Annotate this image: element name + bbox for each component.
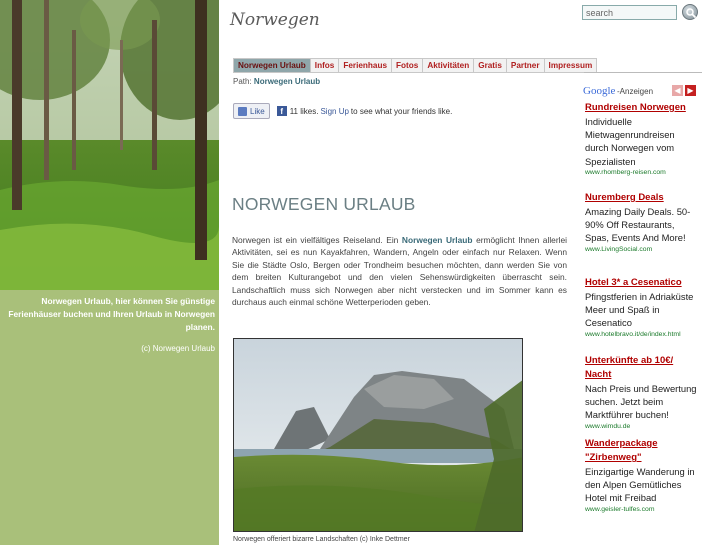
- nav-item-gratis[interactable]: Gratis: [473, 58, 506, 73]
- nav-item-norwegen-urlaub[interactable]: Norwegen Urlaub: [233, 58, 310, 73]
- search-button[interactable]: [682, 4, 698, 20]
- search-input[interactable]: [582, 5, 677, 20]
- ad-text: Pfingstferien in Adriaküste Meer und Spaß in Cesenatico: [585, 291, 694, 329]
- site-title[interactable]: Norwegen: [230, 10, 320, 30]
- ads-header: [583, 85, 699, 99]
- google-logo: [583, 85, 615, 97]
- article-text-2: ermöglicht Ihnen allerlei Aktivitäten, sei es nun Kayakfahren, Wandern, Angeln oder einfach nur Relaxen. Wenn Sie die Städte Oslo, Bergen oder Trondheim besuchen möchten, dann werden Sie von dem breiten Kulturangebot und den vielen Sehenswürdigkeiten überrascht sein. Landschaftlich muss sich Norwegen aber nicht verstecken und im Sommer kann es durchaus auch einmal schöne Wetterperioden geben.: [232, 235, 568, 308]
- article-body: [232, 234, 567, 308]
- photo-caption: Norwegen offeriert bizarre Landschaften (c) Inke Dettmer: [233, 536, 410, 543]
- ad-text: Individuelle Mietwagenrundreisen durch Norwegen vom Spezialisten: [585, 116, 675, 167]
- nav-item-fotos[interactable]: Fotos: [391, 58, 422, 73]
- signup-suffix: to see what your friends like.: [350, 106, 453, 116]
- article-keyword-link[interactable]: Norwegen Urlaub: [401, 235, 473, 245]
- nav-item-ferienhaus[interactable]: Ferienhaus: [338, 58, 391, 73]
- ad-text: Einzigartige Wanderung in den Alpen Gemütliches Hotel mit Freibad: [585, 466, 695, 504]
- ad-item: [585, 101, 700, 178]
- ad-title[interactable]: Hotel 3* a Cesenatico: [585, 277, 682, 288]
- sidebar-credit: (c) Norwegen Urlaub: [141, 344, 215, 353]
- ad-url[interactable]: www.geisler-tulfes.com: [585, 505, 655, 513]
- ad-item: [585, 354, 700, 432]
- ad-item: [585, 437, 700, 515]
- ad-url[interactable]: www.rhomberg-reisen.com: [585, 168, 666, 176]
- like-button[interactable]: [233, 103, 270, 119]
- ads-prev-arrow-icon[interactable]: ◀: [672, 85, 683, 96]
- ads-label: -Anzeigen: [617, 87, 654, 96]
- forest-photo: [0, 0, 219, 290]
- ad-title[interactable]: Wanderpackage "Zirbenweg": [585, 438, 658, 463]
- ad-text: Amazing Daily Deals. 50-90% Off Restaurants, Spas, Events And More!: [585, 206, 691, 244]
- landscape-photo: [233, 338, 523, 532]
- article-text-1: Norwegen ist ein vielfältiges Reiseland. Ein: [232, 235, 399, 245]
- ads-next-arrow-icon[interactable]: ▶: [685, 85, 696, 96]
- nav-item-infos[interactable]: Infos: [310, 58, 339, 73]
- ad-title[interactable]: Rundreisen Norwegen: [585, 102, 686, 113]
- signup-link[interactable]: Sign Up: [320, 106, 349, 116]
- like-button-label: Like: [250, 106, 265, 116]
- google-logo-text: Google: [583, 85, 616, 97]
- sidebar-caption: Norwegen Urlaub, hier können Sie günstige Ferienhäuser buchen und Ihren Urlaub in Norwegen planen.: [8, 296, 215, 332]
- nav-item-impressum[interactable]: Impressum: [544, 58, 598, 73]
- facebook-icon: f: [277, 106, 287, 116]
- facebook-like-box: [233, 103, 452, 119]
- magnifier-icon: [685, 7, 697, 19]
- nav-item-aktivitaeten[interactable]: Aktivitäten: [422, 58, 473, 73]
- thumbs-up-icon: [238, 107, 247, 116]
- breadcrumb-label: Path:: [233, 77, 252, 86]
- breadcrumb-current[interactable]: Norwegen Urlaub: [253, 77, 321, 86]
- ad-text: Nach Preis und Bewertung suchen. Jetzt beim Marktführer buchen!: [585, 383, 697, 421]
- ad-title[interactable]: Unterkünfte ab 10€/ Nacht: [585, 355, 674, 380]
- nav-item-partner[interactable]: Partner: [506, 58, 544, 73]
- ad-url[interactable]: www.hotelbravo.it/de/index.html: [585, 330, 681, 338]
- like-count: 11 likes.: [289, 106, 319, 116]
- nav-divider: [584, 72, 702, 73]
- page-title: NORWEGEN URLAUB: [232, 194, 416, 214]
- breadcrumb: [233, 77, 320, 86]
- ad-url[interactable]: www.wimdu.de: [585, 422, 631, 430]
- ad-url[interactable]: www.LivingSocial.com: [585, 245, 653, 253]
- ad-item: [585, 191, 700, 255]
- left-sidebar: [0, 0, 219, 545]
- ad-title[interactable]: Nuremberg Deals: [585, 192, 664, 203]
- main-nav: [233, 58, 597, 73]
- ad-item: [585, 276, 700, 340]
